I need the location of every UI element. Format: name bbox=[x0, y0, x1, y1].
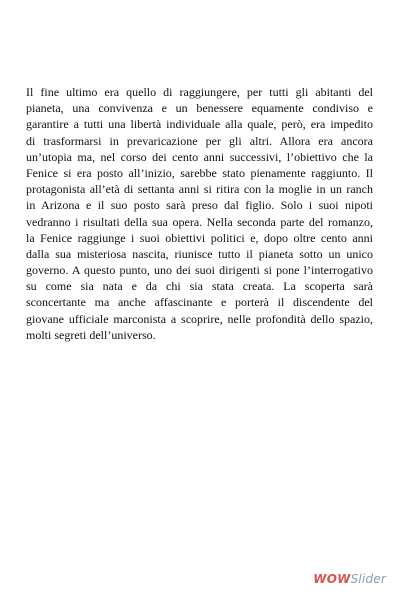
paragraph-line: Il fine ultimo era quello di raggiungere, per tutti gli abitanti del bbox=[26, 85, 373, 99]
paragraph-line: protagonista all’età di settanta anni si ritira con la moglie in un ranch bbox=[26, 182, 373, 197]
wowslider-logo[interactable] bbox=[313, 572, 386, 586]
paragraph-line: pianeta, una convivenza e un benessere equamente condiviso e bbox=[26, 101, 373, 116]
paragraph-line: la Fenice raggiunge i suoi obiettivi politici e, dopo oltre cento anni bbox=[26, 230, 373, 245]
paragraph-line: giovane ufficiale marconista a scoprire, nelle profondità dello spazio, bbox=[26, 311, 373, 326]
paragraph-line: su come sia nata e da chi sia stata creata. La scoperta sarà bbox=[26, 279, 373, 294]
body-paragraph bbox=[26, 84, 373, 343]
paragraph-line: in Arizona e il suo posto sarà preso dal figlio. Solo i suoi nipoti bbox=[26, 198, 373, 213]
paragraph-line: molti segreti dell’universo. bbox=[26, 327, 156, 342]
paragraph-line: di trasformarsi in prevaricazione per gli altri. Allora era ancora bbox=[26, 133, 373, 148]
paragraph-line: un’utopia ma, nel corso dei cento anni successivi, l’obiettivo che la bbox=[26, 149, 373, 164]
paragraph-line: garantire a tutti una libertà individuale alla quale, però, era impedito bbox=[26, 117, 373, 132]
logo-slider-text: Slider bbox=[350, 572, 386, 586]
paragraph-line: sconcertante ma anche affascinante e porterà il discendente del bbox=[26, 295, 373, 310]
paragraph-line: dalla sua misteriosa nascita, riunisce tutto il pianeta sotto un unico bbox=[26, 246, 373, 261]
paragraph-line: vedranno i risultati della sua opera. Nella seconda parte del romanzo, bbox=[26, 214, 373, 229]
logo-wow-text: WOW bbox=[313, 572, 351, 586]
paragraph-line: Fenice si era posto all’inizio, sarebbe stato pienamente raggiunto. Il bbox=[26, 165, 373, 180]
paragraph-line: governo. A questo punto, uno dei suoi dirigenti si pone l’interrogativo bbox=[26, 263, 373, 278]
